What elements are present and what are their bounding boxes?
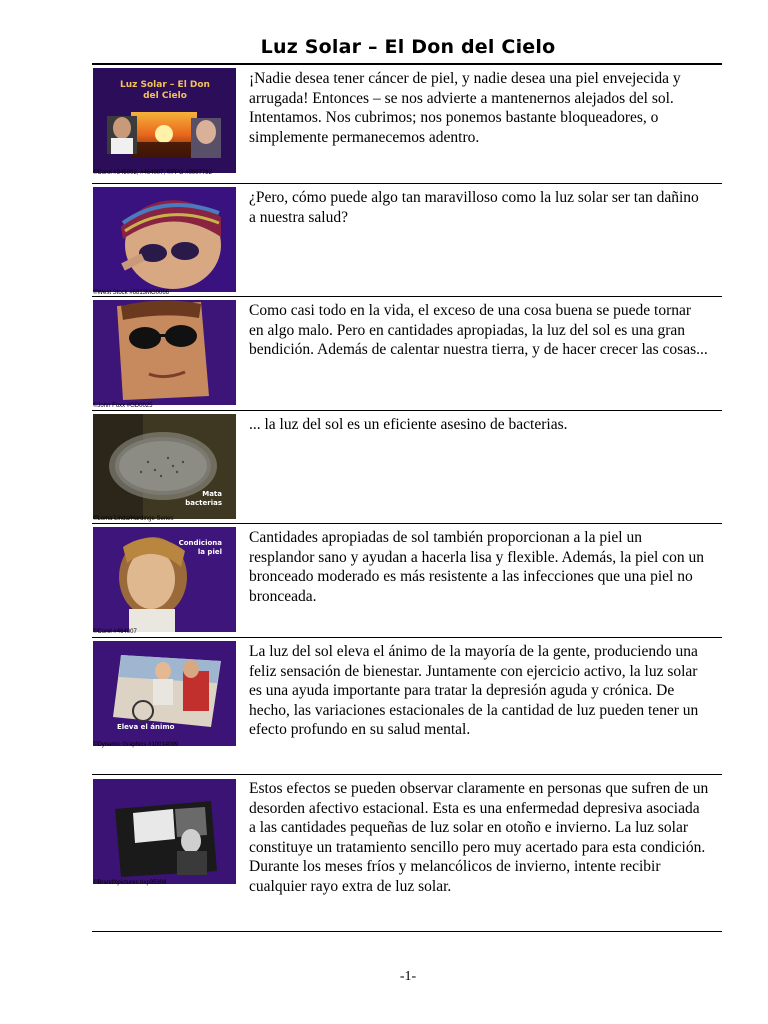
slide-row-7 [92, 775, 722, 932]
slide-thumbnail [93, 641, 236, 746]
image-credit: ©West Stock #6813MG0066 [93, 290, 170, 296]
slide-thumbnail [93, 187, 236, 292]
slide-image-man-sunglasses [93, 300, 236, 405]
slide-label: Eleva el ánimo [117, 723, 175, 731]
image-credit: ©Loma Linda/Hardinge Series [93, 516, 174, 522]
image-credit: ©John Foxx #GD0025 [93, 403, 153, 409]
slide-row-6 [92, 638, 722, 775]
slide-row-3 [92, 297, 722, 411]
slide-thumbnail [93, 300, 236, 405]
slide-row-1 [92, 65, 722, 184]
slide-row-4 [92, 411, 722, 524]
slide-thumbnail [93, 414, 236, 519]
image-credit: ©BrandXpictures bxp35308 [93, 880, 167, 886]
paragraph: La luz del sol eleva el ánimo de la mayoría de la gente, produciendo una feliz sensación de bienestar. Juntamente con ejercicio activo, la luz solar es una ayuda importante para tratar la depresión aguda y crónica. De hecho, las variaciones estacionales de la cantidad de luz pueden tener un efecto profundo en su salud mental. [249, 643, 699, 739]
paragraph: Como casi todo en la vida, el exceso de una cosa buena se puede tornar en algo malo. Pero en cantidades apropiadas, la luz del sol es una gran bendición. Además de calentar nuestra tierra, y de hacer crecer las cosas... [249, 302, 708, 359]
paragraph: ¡Nadie desea tener cáncer de piel, y nadie desea una piel envejecida y arrugada! Entonces – se nos advierte a mantenernos alejados del sol. Intentamos. Nos cubrimos; nos ponemos bastante bloqueadores, o simplemente permanecemos adentro. [249, 70, 681, 146]
slide-thumbnail [93, 527, 236, 632]
paragraph: ¿Pero, cómo puede algo tan maravilloso como la luz solar ser tan dañino a nuestra salud? [249, 189, 699, 226]
paragraph: ... la luz del sol es un eficiente asesino de bacterias. [249, 416, 568, 433]
image-credit: ©Corel #464007 [93, 629, 137, 635]
slide-thumbnail [93, 68, 236, 173]
slide-image-child-sunglasses [93, 187, 236, 292]
image-credit: ©Corel #345002, #464007, ©FPG #0007782 [93, 170, 212, 176]
image-credit: ©Dynamic Graphics #10014099 [93, 742, 179, 748]
slide-label: Condiciona la piel [178, 539, 222, 556]
slide-label: Mata bacterias [185, 490, 222, 507]
paragraph: Cantidades apropiadas de sol también proporcionan a la piel un resplandor sano y ayudan a hacerla lisa y flexible. Además, la piel con un bronceado moderado es más resistente a las infecciones que una piel no bronceada. [249, 529, 704, 605]
page-title: Luz Solar – El Don del Cielo [260, 36, 556, 58]
page-number: -1- [399, 969, 417, 984]
slide-row-5 [92, 524, 722, 638]
slide-row-2 [92, 184, 722, 297]
slide-image-window-light [93, 779, 236, 884]
slide-title: Luz Solar – El Don del Cielo [120, 80, 210, 101]
slide-thumbnail [93, 779, 236, 884]
paragraph: Estos efectos se pueden observar claramente en personas que sufren de un desorden afectivo estacional. Esta es una enfermedad depresiva asociada a las cantidades pequeñas de luz solar en otoño e invierno. La luz solar constituye un tratamiento sencillo pero muy acertado para esta condición. Durante los meses fríos y melancólicos de invierno, intente recibir cualquier rayo extra de luz solar. [249, 780, 709, 895]
